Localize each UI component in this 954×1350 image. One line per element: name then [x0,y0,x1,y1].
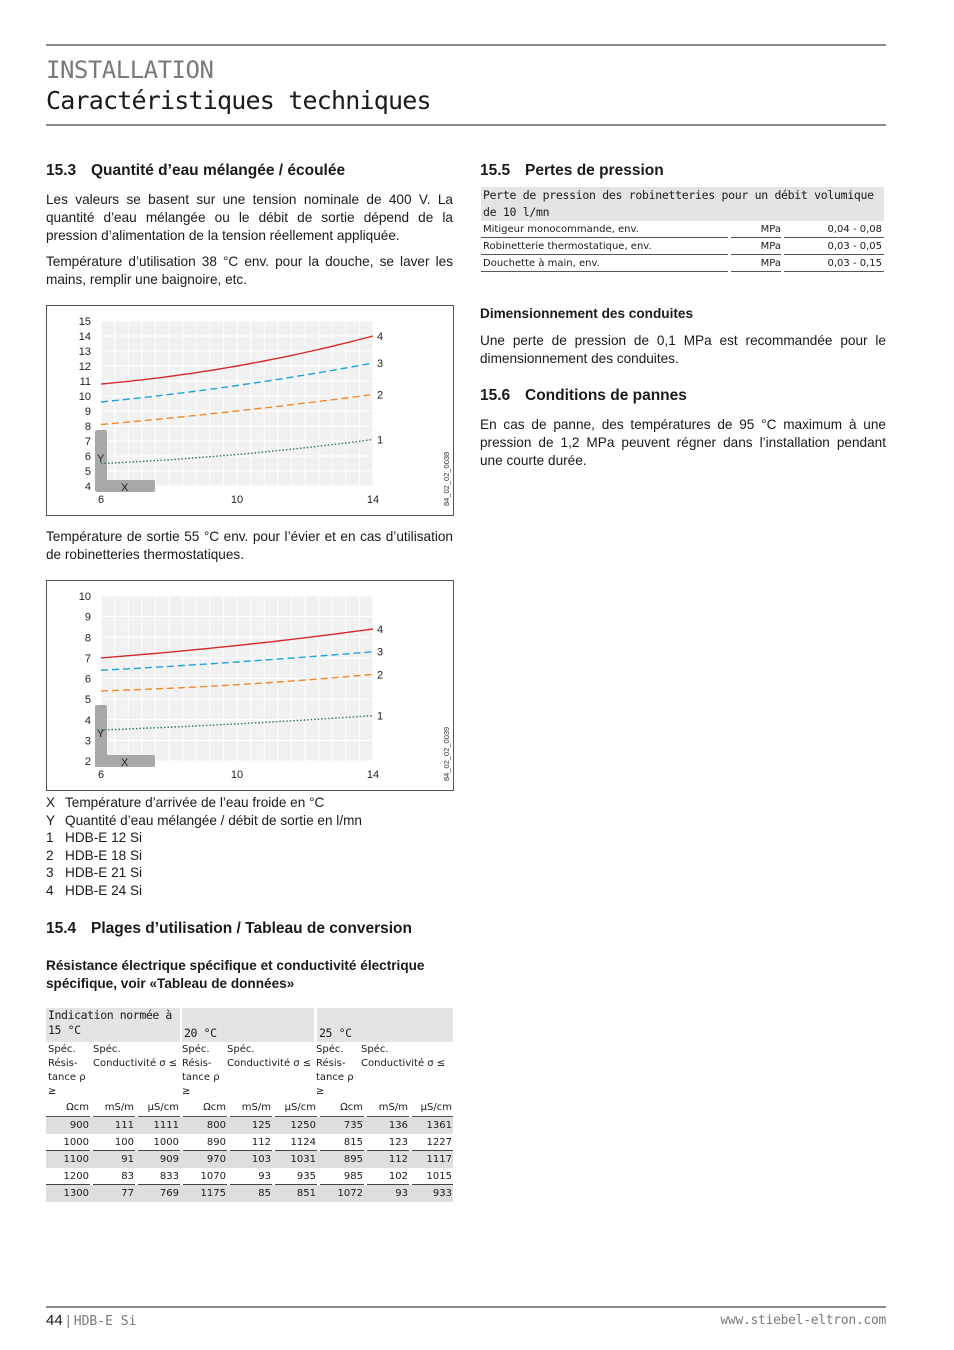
pressure-loss-table [481,187,884,272]
series-label-1: 1 [377,434,384,447]
y-tick-label: 15 [78,316,91,328]
paragraph-voltage: Les valeurs se basent sur une tension nominale de 400 V. La quantité d’eau mélangée ou le débit de sortie dépend de la pression d’alimentation de la tension réellement appliquée. [46,192,453,243]
figure-code: 84_02_02_0038 [442,451,451,506]
section-15-6-heading [480,387,687,405]
section-number: 15.4 [46,920,77,937]
paragraph-temp-55: Température de sortie 55 °C env. pour l’évier et en cas d’utilisation de robinetteries thermostatiques. [46,529,453,562]
figure-code: 84_02_02_0039 [442,726,451,781]
chart-55c [46,580,454,791]
table-row: Mitigeur monocommande, env. MPa 0,04 - 0,08 [481,221,884,238]
table-row: Douchette à main, env. MPa 0,03 - 0,15 [481,255,884,272]
sub-header-resistance: Spéc. Résis- tance ρ ≥ [48,1044,86,1097]
x-tick-label: 14 [366,494,380,506]
series-label-1: 1 [377,710,384,723]
chart-55c-svg [47,581,453,790]
y-tick-label: 9 [84,611,91,624]
legend-item: 1 HDB-E 12 Si [46,830,143,845]
chart-legend [46,794,362,899]
y-tick-label: 9 [84,406,91,418]
footer-url[interactable]: www.stiebel-eltron.com [720,1313,886,1328]
y-tick-label: 14 [78,331,91,343]
y-tick-label: 10 [78,391,91,403]
footer-left [46,1312,136,1329]
section-title: Quantité d’eau mélangée / écoulée [91,162,346,179]
section-title: Pertes de pression [525,162,664,179]
sub-header-conductivity: Spéc. Conductivité σ ≤ [93,1044,178,1069]
series-label-3: 3 [377,358,384,370]
table-row: 1200 83 833 1070 93 935 985 102 1015 [46,1168,453,1185]
unit-cell: μS/cm [412,1100,453,1117]
unit-cell: mS/m [367,1100,409,1117]
y-tick-label: 13 [78,346,91,358]
axis-y-letter: Y [97,728,105,740]
x-tick-label: 14 [366,769,380,781]
conversion-group-headers [46,1008,453,1042]
section-15-4-heading [46,920,412,938]
series-label-4: 4 [377,331,384,343]
conversion-note: Résistance électrique spécifique et conductivité électrique spécifique, voir «Tableau de données» [46,958,425,991]
y-tick-label: 7 [84,652,91,665]
group-header-20c: 20 °C [182,1008,314,1042]
y-tick-label: 2 [84,756,91,768]
y-tick-label: 4 [84,714,91,727]
unit-cell: Ωcm [320,1100,364,1117]
y-tick-label: 8 [84,421,91,433]
section-15-3-heading [46,162,345,180]
y-tick-label: 12 [78,361,91,373]
unit-cell: μS/cm [275,1100,317,1117]
y-tick-label: 6 [84,673,91,686]
chart-38c [46,305,454,516]
header-top-rule [46,44,886,46]
legend-item: 2 HDB-E 18 Si [46,847,143,863]
paragraph-pipe-sizing: Une perte de pression de 0,1 MPa est recommandée pour le dimensionnement des conduites. [480,333,886,366]
section-15-5-heading [480,162,664,180]
unit-cell: Ωcm [183,1100,227,1117]
x-tick-label: 6 [97,494,105,506]
sub-header-conductivity: Spéc. Conductivité σ ≤ [227,1044,312,1069]
group-header-15c: Indication normée à 15 °C [46,1008,180,1042]
table-row: Robinetterie thermostatique, env. MPa 0,03 - 0,05 [481,238,884,255]
legend-item: 3 HDB-E 21 Si [46,865,143,880]
section-number: 15.6 [480,387,511,404]
table-row: 900 111 1111 800 125 1250 735 136 1361 [46,1117,453,1134]
footer-rule [46,1306,886,1308]
sub-header-resistance: Spéc. Résis- tance ρ ≥ [316,1044,354,1097]
series-label-2: 2 [377,389,384,402]
y-tick-label: 3 [84,735,91,748]
section-title: Plages d’utilisation / Tableau de conversion [91,920,412,937]
conversion-table [46,1008,453,1202]
paragraph-temp-38: Température d’utilisation 38 °C env. pour la douche, se laver les mains, remplir une baignoire, etc. [46,254,453,287]
unit-cell: μS/cm [138,1100,180,1117]
table-row: 1000 100 1000 890 112 1124 815 123 1227 [46,1134,453,1151]
legend-item: 4 HDB-E 24 Si [46,882,143,898]
y-tick-label: 8 [84,632,91,645]
pipe-sizing-subheading: Dimensionnement des conduites [480,306,694,321]
page-number: 44 [46,1312,63,1329]
table-row: 1100 91 909 970 103 1031 895 112 1117 [46,1151,453,1168]
x-tick-label: 6 [97,769,105,781]
group-header-25c: 25 °C [317,1008,453,1042]
pressure-table-header: Perte de pression des robinetteries pour un débit volumique de 10 l/mn [481,187,884,221]
y-tick-label: 10 [78,591,91,603]
section-heading: INSTALLATION [46,56,214,84]
series-label-2: 2 [377,669,384,682]
legend-item: Y Quantité d’eau mélangée / débit de sortie en l/mn [46,812,362,828]
axis-x-letter: X [121,482,129,494]
footer-separator: | [66,1313,70,1328]
unit-cell: mS/m [230,1100,272,1117]
axis-y-letter: Y [97,453,105,465]
series-label-4: 4 [377,624,384,636]
x-tick-label: 10 [230,494,244,506]
y-tick-label: 5 [84,694,91,707]
axis-x-letter: X [121,757,129,769]
y-tick-label: 6 [84,451,91,463]
section-number: 15.3 [46,162,77,179]
footer-model: HDB-E Si [73,1314,137,1329]
table-row: 1300 77 769 1175 85 851 1072 93 933 [46,1185,453,1202]
conversion-sub-headers [46,1042,453,1100]
chart-38c-svg [47,306,453,515]
y-tick-label: 5 [84,466,91,478]
unit-cell: Ωcm [46,1100,90,1117]
page-title: Caractéristiques techniques [46,86,431,115]
conversion-units-row [46,1100,453,1117]
section-title: Conditions de pannes [525,387,687,404]
y-tick-label: 7 [84,436,91,448]
legend-item: X Température d’arrivée de l’eau froide en °C [46,795,325,810]
y-tick-label: 11 [79,376,91,388]
section-number: 15.5 [480,162,511,179]
unit-cell: mS/m [93,1100,135,1117]
sub-header-conductivity: Spéc. Conductivité σ ≤ [361,1044,446,1069]
x-tick-label: 10 [230,769,244,781]
sub-header-resistance: Spéc. Résis- tance ρ ≥ [182,1044,220,1097]
header-bottom-rule [46,124,886,126]
y-tick-label: 4 [84,481,91,493]
series-label-3: 3 [377,646,384,659]
paragraph-fault-conditions: En cas de panne, des températures de 95 °C maximum à une pression de 1,2 MPa peuvent régner dans l’installation pendant une courte durée. [480,417,886,468]
